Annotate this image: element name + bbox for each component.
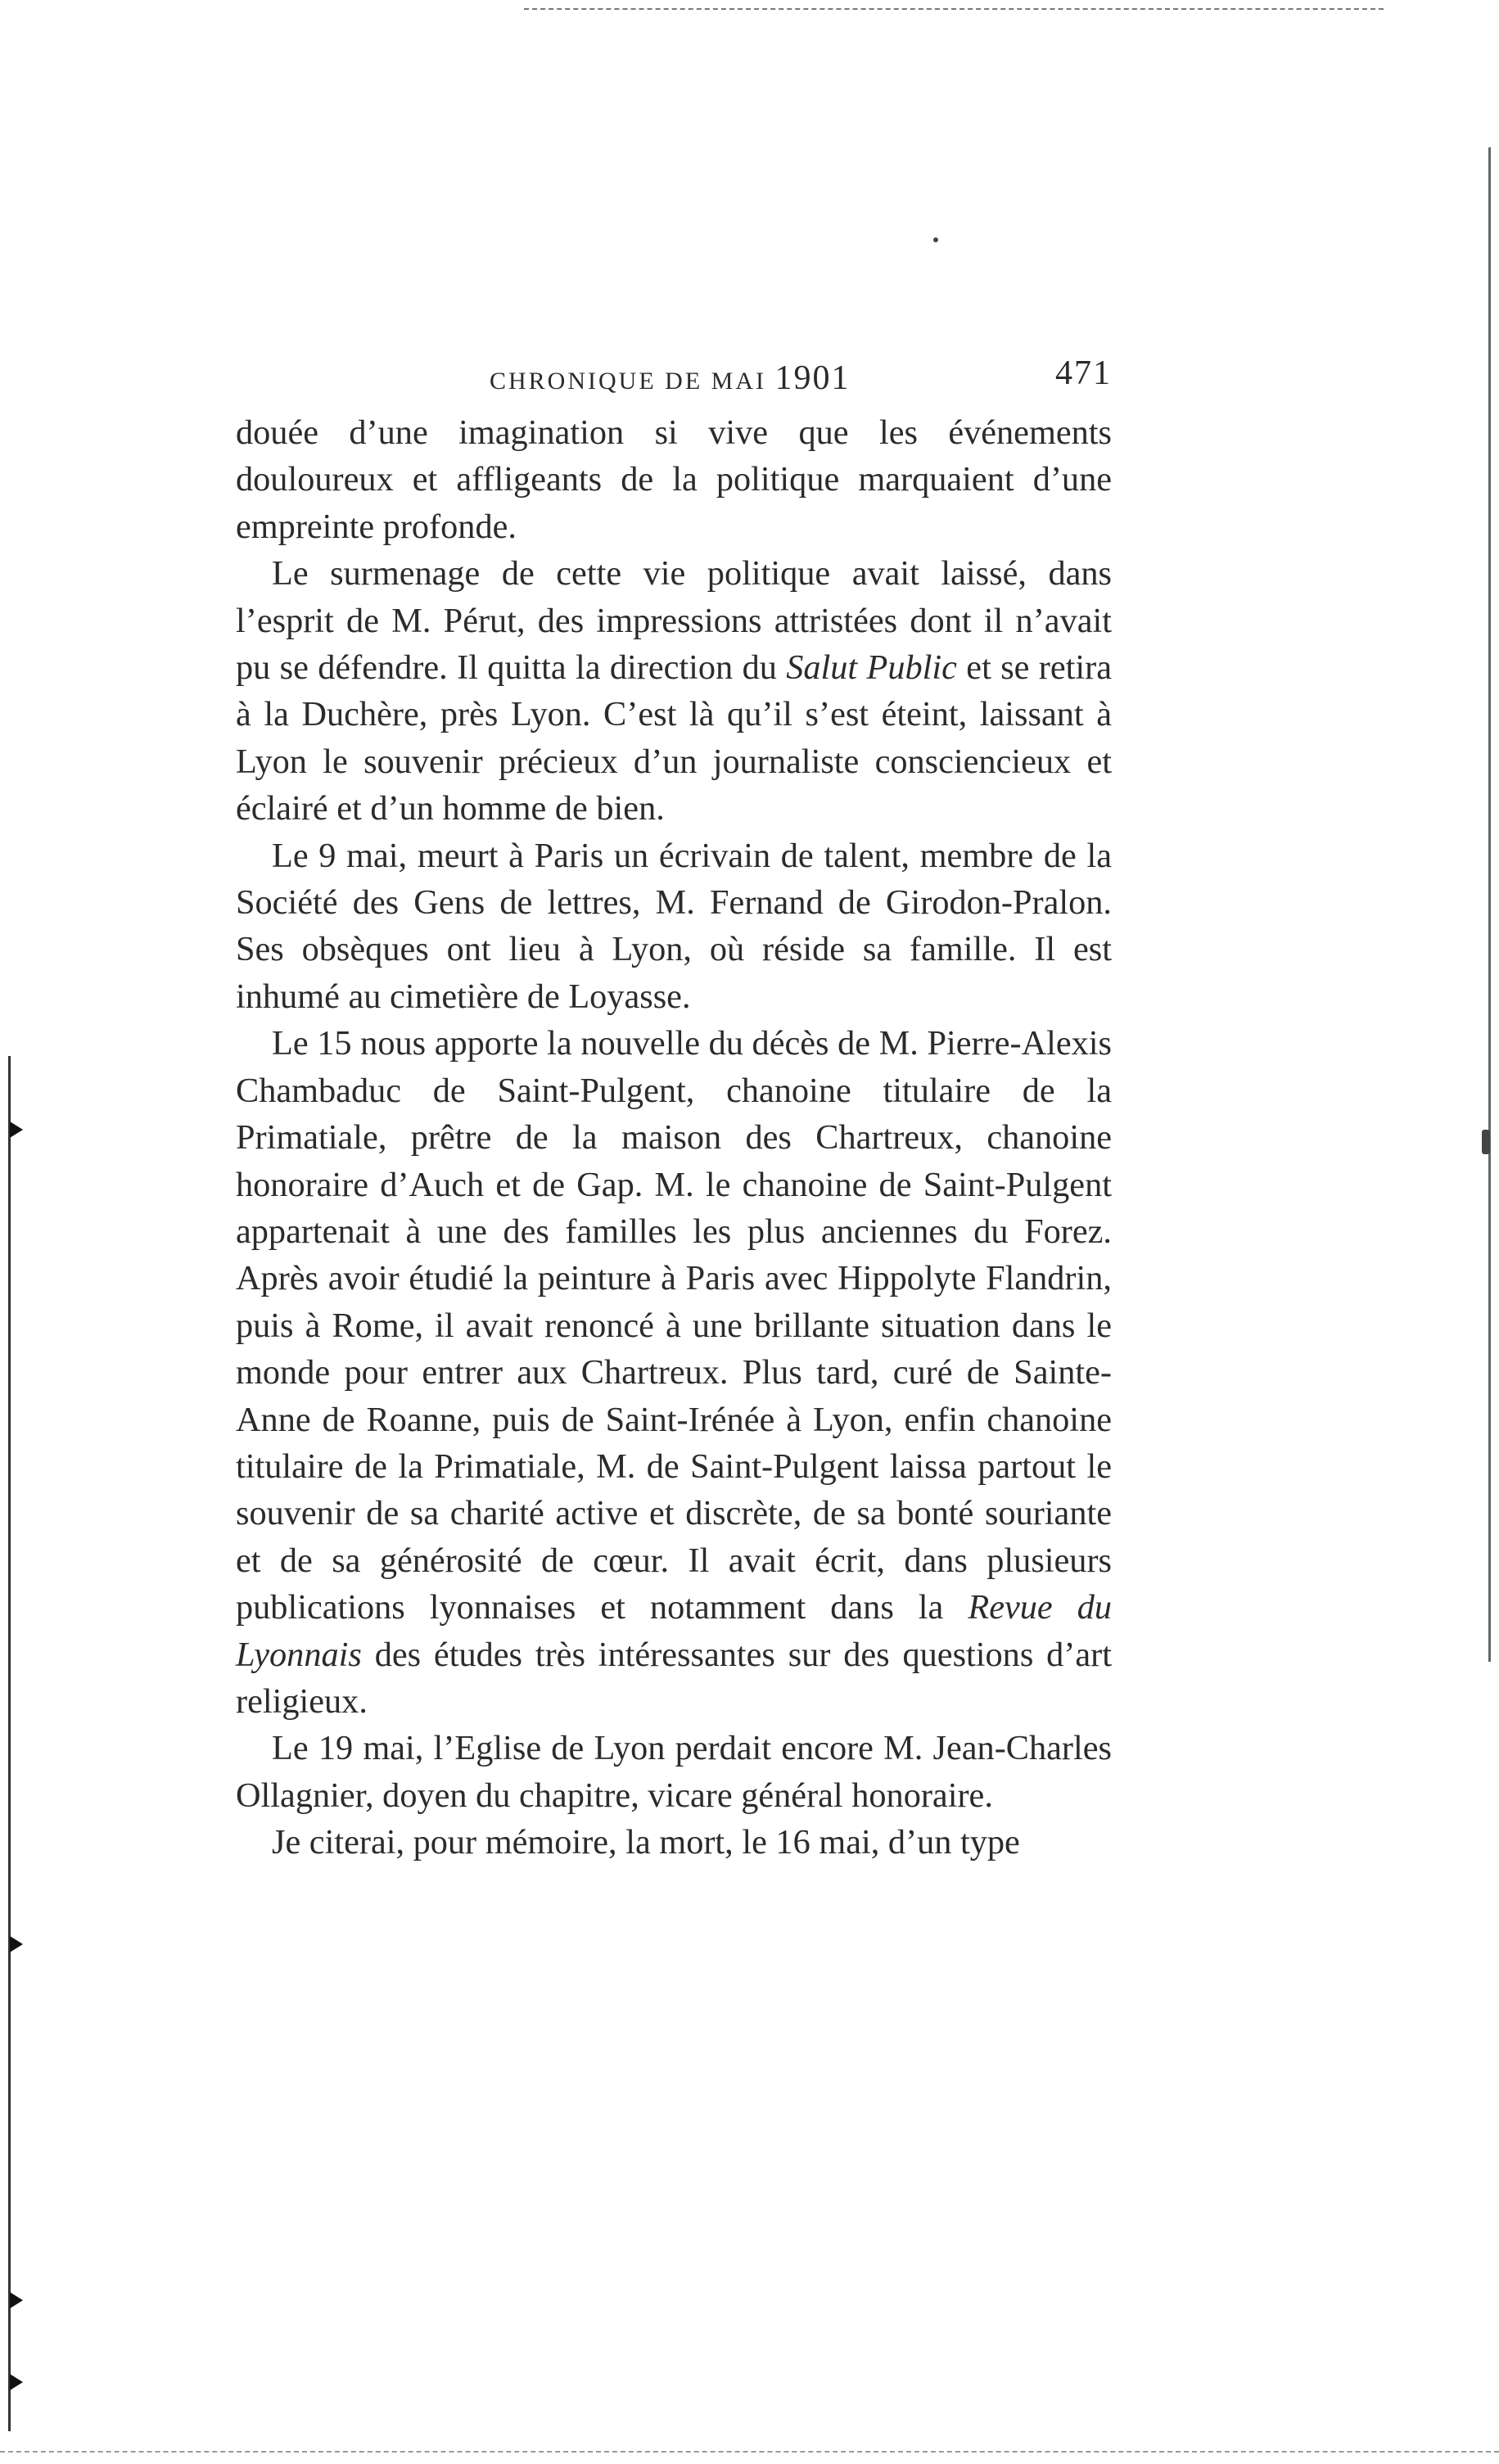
paragraph-text: Le surmenage de cette vie politique avait laissé, dans l’esprit de M. Pérut, des impressions attristées dont il n’avait pu se défendre. Il quitta la direction du	[236, 554, 1112, 688]
edge-mark	[10, 2292, 23, 2308]
edge-mark	[10, 1936, 23, 1952]
running-title-text: CHRONIQUE DE MAI	[490, 368, 766, 395]
edge-mark	[10, 1121, 23, 1138]
scan-bottom-rule	[0, 2451, 1499, 2453]
running-header	[236, 354, 1112, 406]
body-text	[236, 409, 1112, 1866]
paragraph-text: Le 15 nous apporte la nouvelle du décès de M. Pierre-Alexis Chambaduc de Saint-Pulgent, chanoine titulaire de la Primatiale, prêtre de la maison des Chartreux, chanoine honoraire d’Auch et de Gap. M. le chanoine de Saint-Pulgent appartenait à une des familles les plus anciennes du Forez. Après avoir étudié la peinture à Paris avec Hippolyte Flandrin, puis à Rome, il avait renoncé à une brillante situation dans le monde pour entrer aux Chartreux. Plus tard, curé de Sainte-Anne de Roanne, puis de Saint-Irénée à Lyon, enfin chanoine titulaire de la Primatiale, M. de Saint-Pulgent laissa partout le souvenir de sa charité active et discrète, de sa bonté souriante et de sa générosité de cœur. Il avait écrit, dans plusieurs publications lyonnaises et notamment dans la	[236, 1024, 1112, 1627]
paragraph	[236, 1020, 1112, 1725]
scan-top-rule	[524, 8, 1384, 10]
scan-right-edge	[1488, 147, 1491, 1662]
paragraph-text: et se retira à la Duchère, près Lyon. C’est là qu’il s’est éteint, laissant à Lyon le souvenir précieux d’un journaliste consciencieux et éclairé et d’un homme de bien.	[236, 648, 1113, 828]
running-title	[490, 359, 850, 398]
paragraph: Je citerai, pour mémoire, la mort, le 16 mai, d’un type	[272, 1823, 1020, 1862]
speck	[933, 237, 938, 242]
edge-mark	[10, 2374, 23, 2390]
running-title-year: 1901	[774, 359, 851, 397]
scan-left-edge	[8, 1056, 11, 2431]
paragraph-italic: Revue du Lyonnais	[236, 1588, 1112, 1674]
paragraph: Le 9 mai, meurt à Paris un écrivain de talent, membre de la Société des Gens de lettres, M. Fernand de Girodon-Pralon. Ses obsèques ont lieu à Lyon, où réside sa famille. Il est inhumé au cimetière de Loyasse.	[236, 836, 1112, 1016]
paragraph-text: des études très intéressantes sur des questions d’art religieux.	[236, 1635, 1112, 1721]
paragraph: Le 19 mai, l’Eglise de Lyon perdait encore M. Jean-Charles Ollagnier, doyen du chapitre, vicare général honoraire.	[236, 1729, 1112, 1815]
page-number: 471	[1055, 354, 1112, 392]
paragraph-italic: Salut Public	[786, 648, 957, 688]
speck	[1482, 1130, 1490, 1154]
paragraph: douée d’une imagination si vive que les événements douloureux et affligeants de la politique marquaient d’une empreinte profonde.	[236, 413, 1112, 546]
paragraph	[236, 550, 1112, 832]
